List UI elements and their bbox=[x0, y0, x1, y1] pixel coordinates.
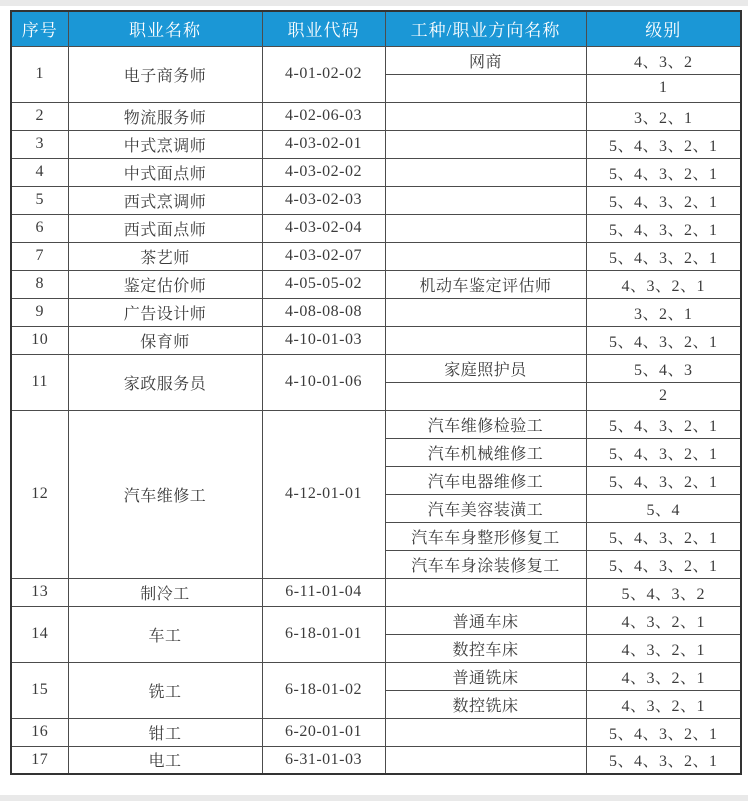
cell-direction: 机动车鉴定评估师 bbox=[385, 270, 586, 298]
table-row bbox=[11, 410, 741, 438]
cell-occupation-name: 西式面点师 bbox=[68, 214, 262, 242]
cell-occupation-code: 4-03-02-03 bbox=[262, 186, 385, 214]
header-row bbox=[11, 11, 741, 46]
table-row bbox=[11, 214, 741, 242]
cell-levels: 3、2、1 bbox=[586, 102, 741, 130]
cell-occupation-name: 汽车维修工 bbox=[68, 410, 262, 578]
cell-direction: 汽车机械维修工 bbox=[385, 438, 586, 466]
cell-levels: 2 bbox=[586, 382, 741, 410]
cell-no: 10 bbox=[11, 326, 68, 354]
cell-direction: 汽车美容装潢工 bbox=[385, 494, 586, 522]
cell-occupation-name: 电工 bbox=[68, 746, 262, 774]
cell-no: 17 bbox=[11, 746, 68, 774]
cell-occupation-name: 西式烹调师 bbox=[68, 186, 262, 214]
occupation-cert-table bbox=[10, 10, 742, 775]
cell-no: 11 bbox=[11, 354, 68, 410]
cell-direction: 汽车车身涂装修复工 bbox=[385, 550, 586, 578]
table-row bbox=[11, 242, 741, 270]
cell-occupation-code: 4-10-01-03 bbox=[262, 326, 385, 354]
cell-direction bbox=[385, 242, 586, 270]
table-row bbox=[11, 270, 741, 298]
cell-occupation-code: 4-03-02-07 bbox=[262, 242, 385, 270]
header-col-no: 序号 bbox=[11, 11, 68, 46]
cell-levels: 5、4、3、2 bbox=[586, 578, 741, 606]
cell-occupation-code: 4-01-02-02 bbox=[262, 46, 385, 102]
table-row bbox=[11, 606, 741, 634]
cell-occupation-code: 4-12-01-01 bbox=[262, 410, 385, 578]
cell-occupation-name: 中式烹调师 bbox=[68, 130, 262, 158]
table-row bbox=[11, 746, 741, 774]
table-row bbox=[11, 158, 741, 186]
table-row bbox=[11, 578, 741, 606]
cell-occupation-code: 4-03-02-02 bbox=[262, 158, 385, 186]
cell-levels: 5、4、3、2、1 bbox=[586, 410, 741, 438]
table-row bbox=[11, 46, 741, 74]
cell-occupation-name: 茶艺师 bbox=[68, 242, 262, 270]
cell-occupation-name: 广告设计师 bbox=[68, 298, 262, 326]
header-col-name: 职业名称 bbox=[68, 11, 262, 46]
cell-direction bbox=[385, 214, 586, 242]
cell-occupation-code: 6-11-01-04 bbox=[262, 578, 385, 606]
cell-levels: 4、3、2 bbox=[586, 46, 741, 74]
cell-direction bbox=[385, 298, 586, 326]
cell-occupation-name: 鉴定估价师 bbox=[68, 270, 262, 298]
cell-levels: 5、4、3、2、1 bbox=[586, 550, 741, 578]
cell-no: 6 bbox=[11, 214, 68, 242]
cell-no: 4 bbox=[11, 158, 68, 186]
cell-occupation-code: 4-08-08-08 bbox=[262, 298, 385, 326]
table-row bbox=[11, 130, 741, 158]
cell-no: 2 bbox=[11, 102, 68, 130]
cell-levels: 5、4、3、2、1 bbox=[586, 242, 741, 270]
table-row bbox=[11, 718, 741, 746]
cell-direction bbox=[385, 158, 586, 186]
cell-occupation-name: 保育师 bbox=[68, 326, 262, 354]
cell-direction bbox=[385, 102, 586, 130]
cell-direction bbox=[385, 186, 586, 214]
cell-levels: 5、4、3、2、1 bbox=[586, 130, 741, 158]
cell-levels: 4、3、2、1 bbox=[586, 634, 741, 662]
page-edge-top bbox=[0, 0, 748, 6]
cell-no: 15 bbox=[11, 662, 68, 718]
page-edge-bottom bbox=[0, 795, 748, 801]
cell-levels: 5、4、3、2、1 bbox=[586, 186, 741, 214]
header-col-level: 级别 bbox=[586, 11, 741, 46]
cell-direction bbox=[385, 578, 586, 606]
cell-levels: 5、4、3、2、1 bbox=[586, 214, 741, 242]
cell-levels: 5、4、3、2、1 bbox=[586, 466, 741, 494]
cell-occupation-code: 6-18-01-02 bbox=[262, 662, 385, 718]
cell-occupation-name: 钳工 bbox=[68, 718, 262, 746]
cell-no: 9 bbox=[11, 298, 68, 326]
cell-occupation-code: 6-20-01-01 bbox=[262, 718, 385, 746]
cell-direction: 家庭照护员 bbox=[385, 354, 586, 382]
cell-levels: 5、4、3、2、1 bbox=[586, 718, 741, 746]
cell-direction: 数控车床 bbox=[385, 634, 586, 662]
cell-direction: 网商 bbox=[385, 46, 586, 74]
cell-occupation-code: 4-03-02-04 bbox=[262, 214, 385, 242]
table-row bbox=[11, 186, 741, 214]
cell-levels: 5、4、3、2、1 bbox=[586, 746, 741, 774]
cell-levels: 5、4、3、2、1 bbox=[586, 326, 741, 354]
table-row bbox=[11, 326, 741, 354]
cell-occupation-code: 6-18-01-01 bbox=[262, 606, 385, 662]
cell-no: 3 bbox=[11, 130, 68, 158]
cell-levels: 5、4、3、2、1 bbox=[586, 438, 741, 466]
cell-direction bbox=[385, 74, 586, 102]
cell-occupation-code: 4-02-06-03 bbox=[262, 102, 385, 130]
cell-no: 1 bbox=[11, 46, 68, 102]
cell-levels: 5、4、3 bbox=[586, 354, 741, 382]
cell-occupation-name: 家政服务员 bbox=[68, 354, 262, 410]
cell-occupation-code: 4-05-05-02 bbox=[262, 270, 385, 298]
cell-no: 14 bbox=[11, 606, 68, 662]
table-body bbox=[11, 46, 741, 774]
table-row bbox=[11, 102, 741, 130]
cell-levels: 4、3、2、1 bbox=[586, 270, 741, 298]
table-row bbox=[11, 298, 741, 326]
header-col-code: 职业代码 bbox=[262, 11, 385, 46]
cell-occupation-name: 电子商务师 bbox=[68, 46, 262, 102]
cell-no: 8 bbox=[11, 270, 68, 298]
cell-occupation-name: 铣工 bbox=[68, 662, 262, 718]
cell-direction: 普通铣床 bbox=[385, 662, 586, 690]
cell-no: 13 bbox=[11, 578, 68, 606]
cell-direction: 汽车车身整形修复工 bbox=[385, 522, 586, 550]
cell-direction bbox=[385, 326, 586, 354]
header-col-direction: 工种/职业方向名称 bbox=[385, 11, 586, 46]
cell-levels: 1 bbox=[586, 74, 741, 102]
cell-direction bbox=[385, 382, 586, 410]
cell-levels: 4、3、2、1 bbox=[586, 662, 741, 690]
cell-no: 5 bbox=[11, 186, 68, 214]
cell-direction bbox=[385, 746, 586, 774]
cell-levels: 3、2、1 bbox=[586, 298, 741, 326]
cell-occupation-code: 6-31-01-03 bbox=[262, 746, 385, 774]
table-row bbox=[11, 354, 741, 382]
cell-occupation-name: 物流服务师 bbox=[68, 102, 262, 130]
cell-occupation-name: 中式面点师 bbox=[68, 158, 262, 186]
cell-direction: 汽车电器维修工 bbox=[385, 466, 586, 494]
cell-no: 12 bbox=[11, 410, 68, 578]
cell-levels: 5、4、3、2、1 bbox=[586, 158, 741, 186]
cell-direction: 普通车床 bbox=[385, 606, 586, 634]
cell-levels: 4、3、2、1 bbox=[586, 690, 741, 718]
cell-occupation-code: 4-10-01-06 bbox=[262, 354, 385, 410]
cell-direction bbox=[385, 718, 586, 746]
table-header bbox=[11, 11, 741, 46]
cell-occupation-name: 车工 bbox=[68, 606, 262, 662]
cell-no: 16 bbox=[11, 718, 68, 746]
cell-occupation-name: 制冷工 bbox=[68, 578, 262, 606]
cell-levels: 5、4、3、2、1 bbox=[586, 522, 741, 550]
cell-direction: 汽车维修检验工 bbox=[385, 410, 586, 438]
cell-direction bbox=[385, 130, 586, 158]
cell-levels: 4、3、2、1 bbox=[586, 606, 741, 634]
cell-no: 7 bbox=[11, 242, 68, 270]
cell-occupation-code: 4-03-02-01 bbox=[262, 130, 385, 158]
table-row bbox=[11, 662, 741, 690]
cell-direction: 数控铣床 bbox=[385, 690, 586, 718]
cell-levels: 5、4 bbox=[586, 494, 741, 522]
